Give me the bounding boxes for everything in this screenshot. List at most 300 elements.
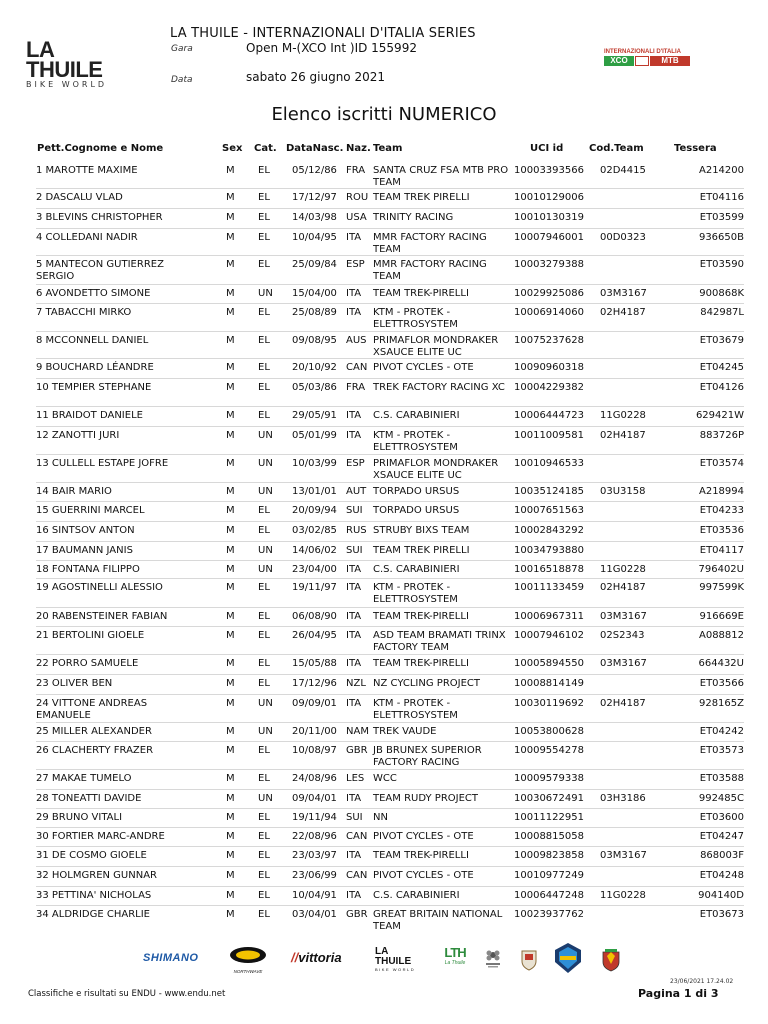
lth-sub: La Thuile [444,960,466,966]
cell-category: EL [258,831,270,842]
row-divider [36,426,744,427]
cell-nation: SUI [346,545,363,556]
cell-team-code: 00D0323 [600,232,646,243]
cell-tessera: A088812 [698,630,744,641]
row-divider [36,454,744,455]
cell-sex: M [226,430,235,441]
cell-name: 16 SINTSOV ANTON [36,525,135,536]
cell-tessera: 916669E [699,611,744,622]
cell-team-code: 03U3158 [600,486,646,497]
cell-birth-date: 10/04/95 [292,232,337,243]
northwave-logo [228,946,268,972]
row-divider [36,578,744,579]
cell-nation: ITA [346,232,362,243]
cell-tessera: 629421W [695,410,744,421]
cell-uci-id: 10010130319 [514,212,584,223]
cell-tessera: ET03536 [699,525,744,536]
cell-team: TEAM RUDY PROJECT [373,793,478,804]
cell-team: TEAM TREK-PIRELLI [373,850,469,861]
cell-team: NN [373,812,388,823]
page-indicator: Pagina 1 di 3 [638,987,719,1000]
cell-team: SANTA CRUZ FSA MTB PRO TEAM [373,165,509,188]
cell-category: EL [258,362,270,373]
cell-tessera: A218994 [698,486,744,497]
cell-birth-date: 22/08/96 [292,831,337,842]
cell-uci-id: 10002843292 [514,525,584,536]
footer-credits: Classifiche e risultati su ENDU - www.endu.net [28,989,226,999]
cell-uci-id: 10053800628 [514,726,584,737]
cell-birth-date: 23/04/00 [292,564,337,575]
cell-name: 3 BLEVINS CHRISTOPHER [36,212,163,223]
cell-team: TREK VAUDE [373,726,437,737]
cell-sex: M [226,630,235,641]
cell-name: 4 COLLEDANI NADIR [36,232,138,243]
cell-uci-id: 10016518878 [514,564,584,575]
cell-category: EL [258,259,270,270]
cell-nation: LES [346,773,365,784]
cell-category: EL [258,630,270,641]
row-divider [36,228,744,229]
cell-nation: RUS [346,525,367,536]
cell-nation: FRA [346,165,366,176]
cell-birth-date: 20/09/94 [292,505,337,516]
cell-team: TEAM TREK-PIRELLI [373,288,469,299]
cell-name: 2 DASCALU VLAD [36,192,123,203]
cell-sex: M [226,165,235,176]
cell-uci-id: 10007651563 [514,505,584,516]
cell-birth-date: 26/04/95 [292,630,337,641]
cell-nation: ESP [346,259,365,270]
cell-team-code: 02H4187 [600,430,646,441]
cell-team-code: 03M3167 [600,850,647,861]
row-divider [36,607,744,608]
col-header-cat: Cat. [254,143,277,154]
col-header-uci: UCI id [530,143,564,154]
cell-category: EL [258,505,270,516]
cell-tessera: ET03566 [699,678,744,689]
cell-team-code: 02H4187 [600,307,646,318]
cell-birth-date: 14/03/98 [292,212,337,223]
la-thuile-sponsor-logo [375,947,425,972]
footer-timestamp: 23/06/2021 17.24.02 [670,978,734,985]
cell-category: UN [258,458,273,469]
cell-sex: M [226,545,235,556]
cell-birth-date: 09/04/01 [292,793,337,804]
cell-nation: ESP [346,458,365,469]
cell-uci-id: 10011133459 [514,582,584,593]
cell-name: 12 ZANOTTI JURI [36,430,120,441]
cell-category: EL [258,307,270,318]
cell-uci-id: 10010977249 [514,870,584,881]
cell-tessera: ET04245 [699,362,744,373]
cell-team: ASD TEAM BRAMATI TRINX FACTORY TEAM [373,630,506,653]
cell-sex: M [226,486,235,497]
cell-team: C.S. CARABINIERI [373,410,460,421]
cell-sex: M [226,505,235,516]
cell-team: PIVOT CYCLES - OTE [373,362,474,373]
cell-nation: ROU [346,192,369,203]
cell-birth-date: 25/08/89 [292,307,337,318]
cell-birth-date: 10/08/97 [292,745,337,756]
cell-team: WCC [373,773,397,784]
cell-category: EL [258,678,270,689]
cell-team: KTM - PROTEK - ELETTROSYSTEM [373,698,458,721]
cell-uci-id: 10007946001 [514,232,584,243]
cell-sex: M [226,850,235,861]
cell-birth-date: 05/01/99 [292,430,337,441]
cell-name: 7 TABACCHI MIRKO [36,307,132,318]
cell-team: MMR FACTORY RACING TEAM [373,259,487,282]
cell-name: 19 AGOSTINELLI ALESSIO [36,582,163,593]
cell-nation: ITA [346,850,362,861]
cell-team: STRUBY BIXS TEAM [373,525,470,536]
northwave-text: NORTHWAVE [233,969,263,974]
cell-tessera: 900868K [699,288,744,299]
cell-nation: ITA [346,890,362,901]
sponsor-strip [0,940,768,980]
row-divider [36,905,744,906]
cell-sex: M [226,658,235,669]
cell-uci-id: 10009554278 [514,745,584,756]
lth-logo [438,945,472,966]
cell-team: TEAM TREK PIRELLI [373,192,470,203]
col-header-team: Team [373,143,403,154]
cell-nation: ITA [346,564,362,575]
cell-name: 15 GUERRINI MARCEL [36,505,145,516]
cell-team: C.S. CARABINIERI [373,564,460,575]
row-divider [36,358,744,359]
xco-block: XCO [604,56,634,66]
cell-sex: M [226,698,235,709]
cell-sex: M [226,335,235,346]
cell-nation: ITA [346,430,362,441]
cell-uci-id: 10023937762 [514,909,584,920]
cell-category: EL [258,232,270,243]
cell-uci-id: 10035124185 [514,486,584,497]
cell-uci-id: 10008814149 [514,678,584,689]
cell-team: TEAM TREK-PIRELLI [373,611,469,622]
cell-uci-id: 10030672491 [514,793,584,804]
cell-tessera: ET03574 [699,458,744,469]
cell-category: EL [258,812,270,823]
cell-name: 6 AVONDETTO SIMONE [36,288,151,299]
vittoria-logo [291,950,342,965]
cell-category: EL [258,410,270,421]
cell-birth-date: 05/03/86 [292,382,337,393]
row-divider [36,378,744,379]
cell-tessera: ET04233 [699,505,744,516]
mtb-block: MTB [650,56,690,66]
cell-name: 33 PETTINA' NICHOLAS [36,890,152,901]
cell-birth-date: 29/05/91 [292,410,337,421]
cell-birth-date: 15/04/00 [292,288,337,299]
col-header-sex: Sex [222,143,243,154]
cell-category: EL [258,773,270,784]
row-divider [36,188,744,189]
cell-tessera: ET03600 [699,812,744,823]
cell-uci-id: 10003279388 [514,259,584,270]
row-divider [36,808,744,809]
cell-sex: M [226,793,235,804]
gara-value: Open M-(XCO Int )ID 155992 [246,41,417,55]
cell-team: TEAM TREK-PIRELLI [373,658,469,669]
vittoria-text: vittoria [298,950,342,965]
row-divider [36,674,744,675]
logo-divider-block [635,56,649,66]
cell-uci-id: 10029925086 [514,288,584,299]
cell-team: KTM - PROTEK - ELETTROSYSTEM [373,430,458,453]
cell-category: UN [258,564,273,575]
cell-team-code: 11G0228 [600,410,646,421]
cell-category: EL [258,611,270,622]
cell-tessera: A214200 [698,165,744,176]
cell-category: EL [258,335,270,346]
cell-sex: M [226,582,235,593]
cell-sex: M [226,362,235,373]
cell-team-code: 03M3167 [600,288,647,299]
cell-team: TORPADO URSUS [373,486,460,497]
cell-category: EL [258,850,270,861]
cell-name: 21 BERTOLINI GIOELE [36,630,145,641]
cell-category: EL [258,582,270,593]
cell-tessera: 997599K [699,582,744,593]
cell-uci-id: 10004229382 [514,382,584,393]
cell-sex: M [226,870,235,881]
data-value: sabato 26 giugno 2021 [246,70,385,84]
cell-uci-id: 10034793880 [514,545,584,556]
cell-uci-id: 10090960318 [514,362,584,373]
cell-team: TRINITY RACING [373,212,454,223]
cell-name: 11 BRAIDOT DANIELE [36,410,143,421]
cell-team-code: 03M3167 [600,611,647,622]
cell-tessera: ET03673 [699,909,744,920]
event-title: LA THUILE - INTERNAZIONALI D'ITALIA SERIES [170,26,476,41]
cell-nation: SUI [346,505,363,516]
cell-tessera: ET03588 [699,773,744,784]
cell-category: EL [258,909,270,920]
row-divider [36,654,744,655]
cell-nation: ITA [346,611,362,622]
cell-sex: M [226,525,235,536]
cell-category: UN [258,486,273,497]
cell-tessera: 928165Z [698,698,744,709]
cell-birth-date: 06/08/90 [292,611,337,622]
cell-nation: CAN [346,831,368,842]
shimano-logo: SHIMANO [143,952,199,964]
row-divider [36,255,744,256]
cell-tessera: ET03599 [699,212,744,223]
row-divider [36,303,744,304]
gara-label: Gara [171,44,193,54]
cell-birth-date: 19/11/97 [292,582,337,593]
cell-nation: CAN [346,870,368,881]
cell-sex: M [226,909,235,920]
cell-tessera: ET03590 [699,259,744,270]
la-thuile-sponsor-sub: BIKE WORLD [375,967,416,972]
row-divider [36,501,744,502]
cell-sex: M [226,564,235,575]
cell-birth-date: 15/05/88 [292,658,337,669]
col-header-dob: DataNasc. [286,143,344,154]
cell-name: 24 VITTONE ANDREAS EMANUELE [36,698,148,721]
cell-sex: M [226,458,235,469]
cell-tessera: ET04242 [699,726,744,737]
cell-nation: NAM [346,726,369,737]
cell-tessera: 883726P [699,430,744,441]
cell-uci-id: 10006447248 [514,890,584,901]
row-divider [36,694,744,695]
logo-subtitle: BIKE WORLD [26,80,108,89]
cell-sex: M [226,726,235,737]
cell-category: EL [258,870,270,881]
cell-tessera: 842987L [700,307,744,318]
col-header-cod: Cod.Team [589,143,644,154]
cell-sex: M [226,611,235,622]
cell-tessera: ET04126 [699,382,744,393]
cell-birth-date: 03/04/01 [292,909,337,920]
cell-uci-id: 10008815058 [514,831,584,842]
cell-uci-id: 10006967311 [514,611,584,622]
cell-sex: M [226,288,235,299]
cell-tessera: 992485C [698,793,744,804]
lth-text: LTH [444,945,466,960]
cell-name: 32 HOLMGREN GUNNAR [36,870,157,881]
row-divider [36,541,744,542]
row-divider [36,626,744,627]
row-divider [36,722,744,723]
cell-birth-date: 13/01/01 [292,486,337,497]
cell-sex: M [226,259,235,270]
cell-uci-id: 10010946533 [514,458,584,469]
cell-nation: FRA [346,382,366,393]
cell-category: UN [258,698,273,709]
cell-name: 8 MCCONNELL DANIEL [36,335,149,346]
cell-tessera: ET04116 [699,192,744,203]
cell-team-code: 03M3167 [600,658,647,669]
row-divider [36,284,744,285]
cell-name: 34 ALDRIDGE CHARLIE [36,909,150,920]
internazionali-logo-text: INTERNAZIONALI D'ITALIA [604,49,681,55]
cell-team-code: 02D4415 [600,165,646,176]
cell-uci-id: 10009823858 [514,850,584,861]
cell-team: KTM - PROTEK - ELETTROSYSTEM [373,582,458,605]
cell-uci-id: 10011122951 [514,812,584,823]
cell-category: EL [258,212,270,223]
cell-nation: ITA [346,410,362,421]
cell-uci-id: 10006914060 [514,307,584,318]
cell-name: 23 OLIVER BEN [36,678,113,689]
cell-nation: AUT [346,486,367,497]
cell-nation: ITA [346,698,362,709]
northwave-icon [228,946,268,966]
cell-tessera: ET04247 [699,831,744,842]
row-divider [36,331,744,332]
cell-team: PRIMAFLOR MONDRAKER XSAUCE ELITE UC [373,335,499,358]
regional-crest-icon [601,948,621,977]
cell-nation: SUI [346,812,363,823]
cell-name: 9 BOUCHARD LÉANDRE [36,362,154,373]
cell-birth-date: 20/11/00 [292,726,337,737]
cell-team: KTM - PROTEK - ELETTROSYSTEM [373,307,458,330]
cell-birth-date: 09/09/01 [292,698,337,709]
cell-tessera: 868003F [700,850,744,861]
cell-sex: M [226,890,235,901]
flower-emblem-icon [484,948,502,975]
cell-birth-date: 09/08/95 [292,335,337,346]
cell-birth-date: 24/08/96 [292,773,337,784]
cell-uci-id: 10010129006 [514,192,584,203]
cell-name: 26 CLACHERTY FRAZER [36,745,154,756]
cell-name: 31 DE COSMO GIOELE [36,850,147,861]
cell-birth-date: 19/11/94 [292,812,337,823]
cell-nation: ITA [346,582,362,593]
cell-name: 5 MANTECON GUTIERREZ SERGIO [36,259,164,282]
cell-category: UN [258,726,273,737]
col-header-naz: Naz. [346,143,371,154]
cell-birth-date: 10/04/91 [292,890,337,901]
internazionali-logo [604,49,692,71]
la-thuile-sponsor-text: LA THUILE [375,946,412,967]
cell-sex: M [226,232,235,243]
cell-team-code: 02H4187 [600,582,646,593]
row-divider [36,406,744,407]
cell-name: 10 TEMPIER STEPHANE [36,382,152,393]
cell-team-code: 11G0228 [600,564,646,575]
cell-tessera: ET03679 [699,335,744,346]
cell-birth-date: 03/02/85 [292,525,337,536]
cell-sex: M [226,410,235,421]
col-header-tessera: Tessera [674,143,717,154]
cell-name: 30 FORTIER MARC-ANDRE [36,831,165,842]
cell-nation: ITA [346,658,362,669]
row-divider [36,521,744,522]
cell-name: 17 BAUMANN JANIS [36,545,133,556]
la-thuile-logo [26,37,118,89]
cell-nation: USA [346,212,367,223]
cell-team-code: 11G0228 [600,890,646,901]
row-divider [36,208,744,209]
cell-team: PIVOT CYCLES - OTE [373,870,474,881]
cell-name: 20 RABENSTEINER FABIAN [36,611,168,622]
cell-category: UN [258,793,273,804]
cell-category: UN [258,288,273,299]
cell-birth-date: 17/12/96 [292,678,337,689]
row-divider [36,827,744,828]
logo-line2: THUILE [26,57,103,82]
mtb-school-badge-icon [553,942,583,979]
row-divider [36,482,744,483]
cell-nation: GBR [346,745,368,756]
cell-team: TEAM TREK PIRELLI [373,545,470,556]
cell-category: EL [258,192,270,203]
cell-tessera: 796402U [698,564,744,575]
cell-name: 13 CULLELL ESTAPE JOFRE [36,458,169,469]
row-divider [36,560,744,561]
cell-sex: M [226,745,235,756]
row-divider [36,866,744,867]
cell-name: 27 MAKAE TUMELO [36,773,132,784]
cell-sex: M [226,812,235,823]
cell-category: EL [258,165,270,176]
cell-name: 18 FONTANA FILIPPO [36,564,140,575]
cell-tessera: ET04248 [699,870,744,881]
cell-birth-date: 23/03/97 [292,850,337,861]
cell-name: 28 TONEATTI DAVIDE [36,793,142,804]
logo-line1: LA [26,37,55,62]
cell-team: GREAT BRITAIN NATIONAL TEAM [373,909,503,932]
cell-nation: ITA [346,630,362,641]
cell-sex: M [226,831,235,842]
